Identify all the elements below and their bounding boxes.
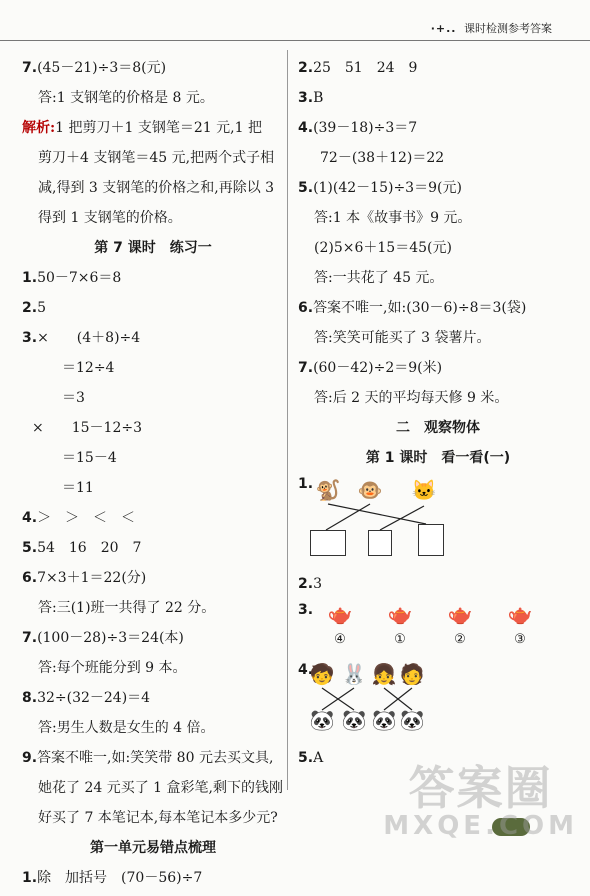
monkey-toy-icon: 🐒 [315,478,341,502]
answer-line [298,266,578,290]
question-number: 8. [22,690,38,706]
answer-line [22,416,284,440]
question-number: 7. [22,630,38,646]
answer-text: 答:男生人数是女生的 4 倍。 [38,720,215,736]
answer-text: 好买了 7 本笔记本,每本笔记本多少元? [38,810,278,826]
question-number: 3. [298,90,314,106]
teapot-icon: 🫖 [507,602,533,626]
answer-line [22,356,284,380]
answer-text: 答:一共花了 45 元。 [314,270,444,286]
answer-line [22,746,284,770]
question-number: 2. [298,60,314,76]
header-dots-icon: ·+.. [430,22,457,35]
answer-line [22,716,284,740]
answer-line [22,866,284,890]
answer-text: ＝15－4 [62,450,117,466]
answer-text: 25 51 24 9 [313,60,418,76]
answer-line [22,476,284,500]
cat-toy-icon: 🐱 [411,478,437,502]
answer-line [22,86,284,110]
child-figure-icon: 🧒 [309,662,335,686]
answer-line [298,116,578,140]
question-number: 1. [22,270,38,286]
question-number: 5. [298,750,314,766]
answer-text: 得到 1 支钢笔的价格。 [38,210,182,226]
answer-text: 7×3＋1＝22(分) [37,570,147,586]
answer-line [298,56,578,80]
girl-figure-icon: 👧 [371,662,397,686]
left-column [22,56,284,896]
question-number: 2. [298,576,314,592]
answer-text: 剪刀＋4 支钢笔＝45 元,把两个式子相 [38,150,275,166]
panda-side-icon: 🐼 [341,708,367,732]
answer-text: ＞ ＞ ＜ ＜ [37,510,136,526]
question-number: 3. [22,330,38,346]
answer-line [298,572,578,596]
right-column [298,56,578,776]
question-number: 4. [298,120,314,136]
answer-line [22,146,284,170]
panda-front-icon: 🐼 [371,708,397,732]
teapot-answer-label: ① [394,632,406,647]
boy-figure-icon: 🧑 [399,662,425,686]
question-number: 1. [22,870,38,886]
matching-line [380,506,424,530]
teapot-answer-label: ④ [334,632,346,647]
answer-line [22,176,284,200]
column-divider [287,50,288,790]
section-title: 第 1 课时 看一看(一) [365,450,511,466]
question-number: 7. [298,360,314,376]
answer-text: 5 [37,300,46,316]
answer-text: 答:笑笑可能买了 3 袋薯片。 [314,330,491,346]
answer-text: 答:1 本《故事书》9 元。 [314,210,472,226]
answer-line [22,326,284,350]
answer-text: 答:每个班能分到 9 本。 [38,660,187,676]
teapot-answer-label: ② [454,632,466,647]
answer-text: ＝12÷4 [62,360,115,376]
answer-text: × 15－12÷3 [32,420,142,436]
answer-text: A [313,750,324,766]
panda-back-icon: 🐼 [309,708,335,732]
question-number: 9. [22,750,38,766]
answer-text: 3 [313,576,322,592]
question-number: 4. [22,510,38,526]
matching-figure-1 [298,476,578,564]
watermark-line2: MXQE.COM [383,811,578,841]
answer-line [22,626,284,650]
matching-line [328,504,426,524]
question-number: 6. [298,300,314,316]
answer-text: (100－28)÷3＝24(本) [37,630,184,646]
question-number: 1. [298,476,314,492]
matching-lines [298,662,438,738]
question-number: 6. [22,570,38,586]
question-number: 3. [298,602,314,618]
analysis-line [22,116,284,140]
answer-line [298,296,578,320]
question-number: 2. [22,300,38,316]
teapot-icon: 🫖 [327,602,353,626]
question-number: 5. [22,540,38,556]
answer-line [298,176,578,200]
answer-line [22,446,284,470]
answer-line [298,326,578,350]
answer-text: × (4＋8)÷4 [37,330,141,346]
answer-text: 答:三(1)班一共得了 22 分。 [38,600,216,616]
answer-line [298,206,578,230]
answer-text: (1)(42－15)÷3＝9(元) [313,180,462,196]
answer-line [22,686,284,710]
answer-line [22,806,284,830]
answer-line [22,656,284,680]
answer-text: 她花了 24 元买了 1 盒彩笔,剩下的钱刚 [38,780,283,796]
watermark-line1: 答案圈 [408,761,553,815]
answer-text: 50－7×6＝8 [37,270,122,286]
answer-line [22,536,284,560]
panda-side2-icon: 🐼 [399,708,425,732]
teapot-answer-label: ③ [514,632,526,647]
question-number: 4. [298,662,314,678]
answer-line [22,776,284,800]
teapot-icon: 🫖 [387,602,413,626]
character-matching-figure [298,662,578,738]
answer-line [22,596,284,620]
answer-text: 答:1 支钢笔的价格是 8 元。 [38,90,214,106]
header-title: 课时检测参考答案 [464,22,552,35]
section-title: 第一单元易错点梳理 [90,840,216,856]
section-title: 二 观察物体 [396,420,480,436]
page-header [431,20,552,36]
monkey-figure-icon: 🐵 [357,478,383,502]
answer-text: 答:后 2 天的平均每天修 9 米。 [314,390,509,406]
answer-text: (2)5×6＋15＝45(元) [314,240,452,256]
answer-text: ＝11 [62,480,94,496]
answer-text: (39－18)÷3＝7 [313,120,418,136]
answer-text: 除 加括号 (70－56)÷7 [37,870,203,886]
analysis-label: 解析: [22,120,56,136]
answer-text: 32÷(32－24)＝4 [37,690,151,706]
answer-line [22,566,284,590]
answer-line [22,56,284,80]
answer-line [22,506,284,530]
matching-lines [298,476,458,564]
answer-line [22,266,284,290]
answer-text: 答案不唯一,如:(30－6)÷8＝3(袋) [313,300,527,316]
answer-line [22,386,284,410]
answer-line [298,236,578,260]
answer-line [298,86,578,110]
question-number: 5. [298,180,314,196]
teapot-icon: 🫖 [447,602,473,626]
answer-text: 减,得到 3 支钢笔的价格之和,再除以 3 [38,180,275,196]
answer-text: 54 16 20 7 [37,540,142,556]
answer-line [298,146,578,170]
answer-line [22,206,284,230]
answer-text: 答案不唯一,如:笑笑带 80 元去买文具, [37,750,274,766]
answer-line [298,356,578,380]
teapot-figure [298,602,578,654]
answer-text: (60－42)÷2＝9(米) [313,360,443,376]
answer-text: B [313,90,324,106]
analysis-text: 1 把剪刀＋1 支钢笔＝21 元,1 把 [55,120,262,136]
answer-text: (45－21)÷3＝8(元) [37,60,167,76]
answer-line [298,386,578,410]
answer-text: 72－(38＋12)＝22 [320,150,445,166]
question-number: 7. [22,60,38,76]
watermark [383,761,578,841]
answer-text: ＝3 [62,390,85,406]
rabbit-figure-icon: 🐰 [341,662,367,686]
section-title: 第 7 课时 练习一 [94,240,212,256]
answer-line [22,296,284,320]
header-divider [0,40,590,41]
